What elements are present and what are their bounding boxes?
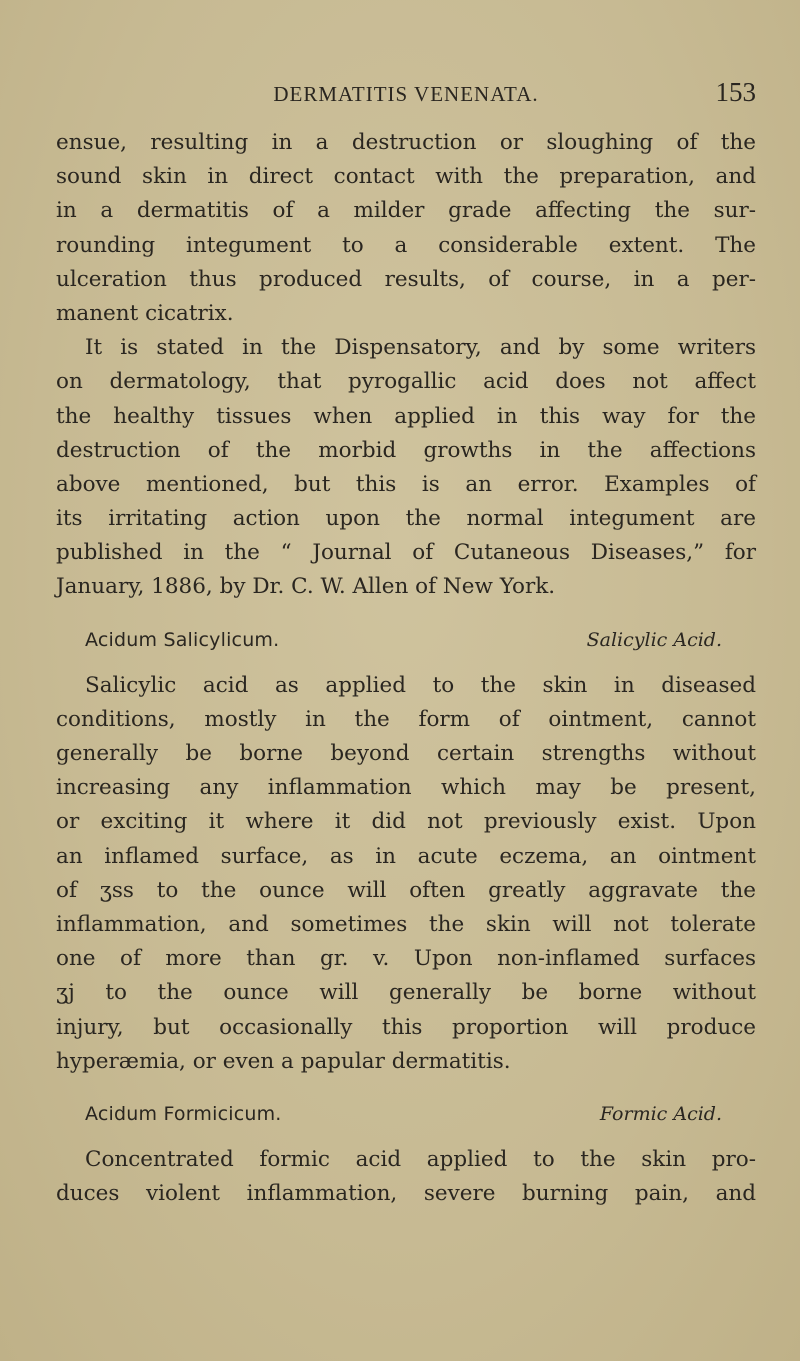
- text-line: destruction of the morbid growths in the affections: [56, 437, 756, 463]
- text-line: generally be borne beyond certain strengths without: [56, 741, 756, 766]
- text-line: hyperæmia, or even a papular dermatitis.: [56, 1048, 511, 1074]
- text-line: above mentioned, but this is an error. Examples of: [56, 471, 756, 497]
- text-line: January, 1886, by Dr. C. W. Allen of New York.: [56, 574, 556, 600]
- text-line: inflammation, and sometimes the skin will not tolerate: [56, 911, 756, 937]
- text-line: an inflamed surface, as in acute eczema, an ointment: [56, 843, 756, 869]
- text-line: Concentrated formic acid applied to the skin pro-: [85, 1146, 756, 1172]
- text-line: injury, but occasionally this proportion will produce: [56, 1014, 756, 1040]
- text-line: increasing any inflammation which may be present,: [56, 775, 756, 801]
- text-line: ulceration thus produced results, of course, in a per-: [56, 266, 756, 292]
- text-line: sound skin in direct contact with the preparation, and: [56, 164, 756, 190]
- text-line: ʒj to the ounce will generally be borne without: [56, 980, 756, 1006]
- text-line: on dermatology, that pyrogallic acid does not affect: [56, 369, 756, 395]
- body-text: [56, 126, 756, 1211]
- heading-latin-name: Acidum Formicicum.: [85, 1102, 282, 1125]
- heading-english-name: Formic Acid.: [599, 1102, 722, 1125]
- text-line: ensue, resulting in a destruction or sloughing of the: [56, 130, 756, 155]
- text-line: published in the “ Journal of Cutaneous Diseases,” for: [56, 540, 756, 566]
- heading-english-name: Salicylic Acid.: [586, 628, 722, 651]
- text-line: or exciting it where it did not previously exist. Upon: [56, 809, 756, 835]
- text-line: manent cicatrix.: [56, 300, 234, 326]
- heading-latin-name: Acidum Salicylicum.: [85, 628, 280, 651]
- text-line: rounding integument to a considerable extent. The: [56, 232, 756, 258]
- running-head: DERMATITIS VENENATA.: [273, 82, 539, 106]
- text-line: the healthy tissues when applied in this way for the: [56, 403, 756, 429]
- paragraph-formic: [56, 1143, 756, 1211]
- section-heading-formic: [56, 1097, 756, 1131]
- text-line: one of more than gr. v. Upon non-inflamed surfaces: [56, 946, 756, 972]
- text-line: It is stated in the Dispensatory, and by some writers: [85, 335, 756, 361]
- text-line: conditions, mostly in the form of ointment, cannot: [56, 706, 756, 732]
- page-number: 153: [715, 77, 756, 107]
- section-heading-salicylic: [56, 623, 756, 657]
- text-line: duces violent inflammation, severe burning pain, and: [56, 1181, 756, 1207]
- text-line: in a dermatitis of a milder grade affecting the sur-: [56, 198, 756, 224]
- text-line: of ʒss to the ounce will often greatly aggravate the: [56, 877, 756, 903]
- paragraph-pyrogallic: [56, 331, 756, 605]
- paragraph-salicylic: [56, 669, 756, 1079]
- paragraph-continuation: [56, 126, 756, 331]
- text-line: its irritating action upon the normal integument are: [56, 506, 756, 532]
- text-line: Salicylic acid as applied to the skin in diseased: [85, 672, 756, 698]
- page-header: [56, 79, 756, 119]
